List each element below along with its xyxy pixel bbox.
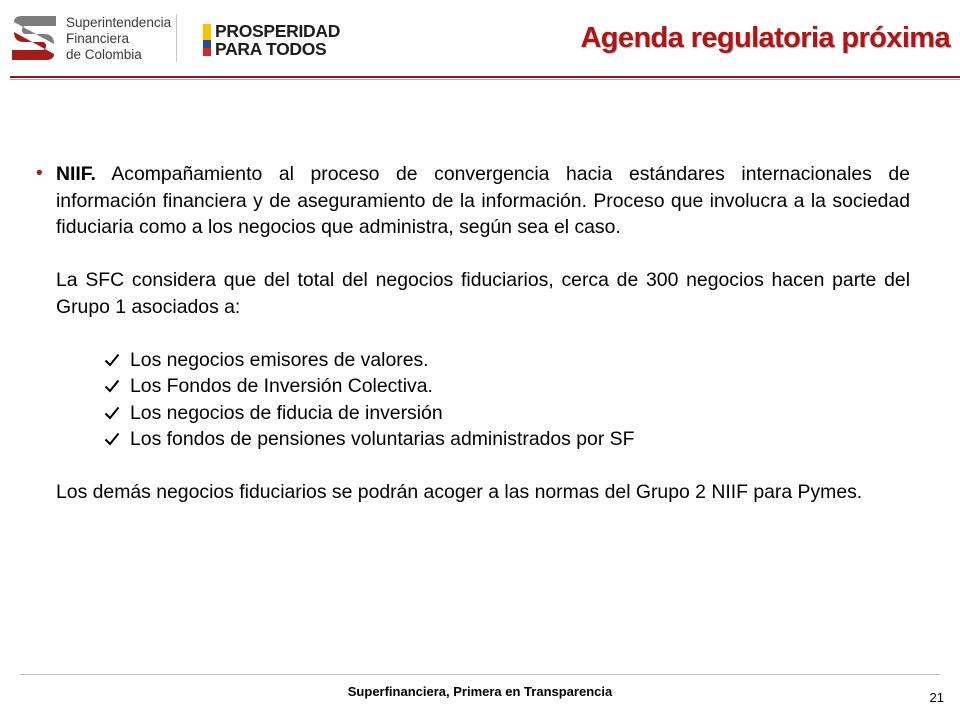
group2-paragraph: Los demás negocios fiduciarios se podrán acoger a las normas del Grupo 2 NIIF para Pymes.: [56, 481, 863, 503]
sfc-logo-line: Financiera: [66, 31, 130, 46]
logo-divider: [176, 14, 177, 62]
sfc-emblem-icon: [8, 12, 60, 64]
list-item-text: Los negocios emisores de valores.: [130, 348, 429, 371]
sfc-logo: [8, 12, 178, 64]
slide-title: Agenda regulatoria próxima: [580, 22, 950, 54]
footer-divider: [20, 674, 940, 675]
title-divider-shadow: [10, 79, 960, 80]
list-item: [104, 347, 910, 374]
list-item: [104, 373, 910, 400]
sfc-paragraph: La SFC considera que del total del negocios fiduciarios, cerca de 300 negocios hacen parte del Grupo 1 asociados a:: [56, 269, 910, 318]
prosperidad-logo-line: PARA TODOS: [215, 39, 327, 59]
page-number: 21: [929, 690, 944, 705]
slide-content: [36, 161, 910, 506]
list-item-text: Los negocios de fiducia de inversión: [130, 401, 443, 424]
bullet-icon: •: [36, 163, 43, 184]
checkmark-icon: [104, 353, 120, 367]
niif-paragraph: [36, 161, 910, 241]
list-item: [104, 426, 910, 453]
prosperidad-logo-line: PROSPERIDAD: [215, 21, 341, 41]
prosperidad-logo: [203, 20, 353, 60]
checkmark-icon: [104, 432, 120, 446]
checkmark-icon: [104, 379, 120, 393]
sfc-logo-text: [66, 15, 171, 63]
title-divider: [10, 76, 960, 78]
colombia-flag-icon: [203, 24, 211, 56]
list-item-text: Los Fondos de Inversión Colectiva.: [130, 375, 433, 397]
list-item: [104, 400, 910, 427]
footer-tagline: Superfinanciera, Primera en Transparencia: [347, 684, 613, 699]
list-item-text: Los fondos de pensiones voluntarias administrados por SF: [130, 428, 635, 450]
niif-term: NIIF.: [56, 163, 96, 185]
prosperidad-logo-text: [215, 22, 340, 58]
group1-checklist: [56, 347, 910, 453]
sfc-logo-line: Superintendencia: [66, 15, 172, 30]
checkmark-icon: [104, 406, 120, 420]
sfc-logo-line: de Colombia: [66, 47, 142, 62]
niif-text: Acompañamiento al proceso de convergencia hacia estándares internacionales de información financiera y de aseguramiento de la información. Proceso que involucra a la sociedad fiduciaria como a los negocios que administra, según sea el caso.: [56, 163, 910, 238]
